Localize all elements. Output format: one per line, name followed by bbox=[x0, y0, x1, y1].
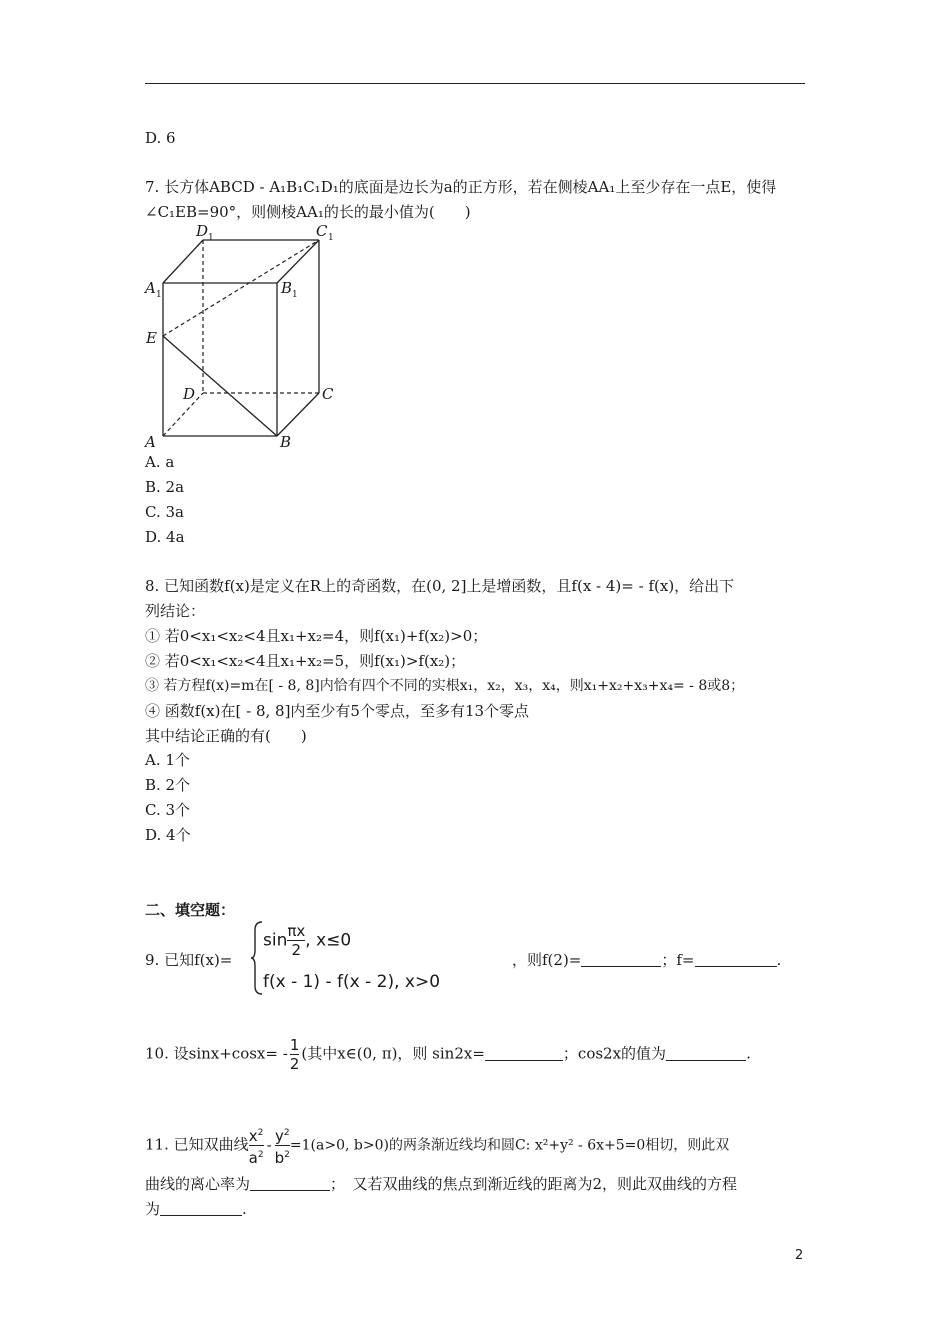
label-A1-sub: 1 bbox=[156, 290, 162, 300]
q10-fraction: $\frac{1}{2}$ bbox=[289, 1036, 300, 1073]
q7-line2: ∠C₁EB=90°，则侧棱AA₁的长的最小值为( ) bbox=[145, 203, 471, 221]
label-A1: A bbox=[145, 279, 156, 297]
q8-line2: 列结论： bbox=[145, 602, 206, 620]
label-D1: D bbox=[196, 222, 209, 240]
q9-case-1: sin $\frac{\pi x}{2}$ , x≤0 bbox=[263, 922, 352, 959]
q8-conclusion-2: ② 若0<x₁<x₂<4且x₁+x₂=5，则f(x₁)>f(x₂)； bbox=[145, 652, 466, 670]
q11-line3: 为 . bbox=[145, 1200, 247, 1218]
q9-case-1-fraction: $\frac{\pi x}{2}$ bbox=[287, 922, 306, 959]
label-B1: B bbox=[281, 279, 293, 297]
label-B1-sub: 1 bbox=[292, 290, 298, 300]
q7-option-d: D. 4a bbox=[145, 528, 185, 546]
label-E: E bbox=[146, 329, 157, 347]
q6-option-d: D. 6 bbox=[145, 129, 176, 147]
label-D: D bbox=[183, 385, 196, 403]
q9-blank-f2[interactable] bbox=[581, 952, 661, 967]
section-2-title: 二、填空题： bbox=[145, 901, 236, 919]
label-C: C bbox=[322, 385, 334, 403]
label-A: A bbox=[145, 433, 156, 451]
q7-option-c: C. 3a bbox=[145, 503, 184, 521]
label-D1-sub: 1 bbox=[208, 233, 214, 243]
label-C1-sub: 1 bbox=[328, 233, 334, 243]
q11-blank-eccentricity[interactable] bbox=[250, 1176, 330, 1191]
label-B: B bbox=[280, 433, 292, 451]
page-number: 2 bbox=[795, 1248, 804, 1263]
q9-brace bbox=[250, 920, 264, 996]
q7-option-b: B. 2a bbox=[145, 478, 185, 496]
q8-option-c: C. 3个 bbox=[145, 801, 191, 819]
q11-fraction-x: $\frac{x^2}{a^2}$ bbox=[248, 1127, 264, 1167]
q9-blank-f[interactable] bbox=[695, 952, 777, 967]
cuboid-figure bbox=[140, 218, 345, 453]
q11-blank-equation[interactable] bbox=[160, 1201, 242, 1216]
q8-option-b: B. 2个 bbox=[145, 776, 191, 794]
q8-stem: 其中结论正确的有( ) bbox=[145, 727, 307, 745]
q9-prefix: 9. 已知f(x)= bbox=[145, 951, 233, 969]
q8-conclusion-1: ① 若0<x₁<x₂<4且x₁+x₂=4，则f(x₁)+f(x₂)>0； bbox=[145, 627, 488, 645]
q11-line2: 曲线的离心率为 ； 又若双曲线的焦点到渐近线的距离为2，则此双曲线的方程 bbox=[145, 1175, 738, 1193]
q9-case-2: f(x - 1) - f(x - 2), x>0 bbox=[263, 972, 441, 992]
header-rule bbox=[145, 83, 805, 84]
q11-fraction-y: $\frac{y^2}{b^2}$ bbox=[274, 1127, 290, 1167]
label-C1: C bbox=[316, 222, 328, 240]
q8-conclusion-3: ③ 若方程f(x)=m在[ - 8, 8]内恰有四个不同的实根x₁，x₂，x₃，x₄，则x₁+x₂+x₃+x₄= - 8或8； bbox=[145, 678, 745, 694]
q7-option-a: A. a bbox=[145, 453, 175, 471]
q8-line1: 8. 已知函数f(x)是定义在R上的奇函数，在(0, 2]上是增函数，且f(x - 4)= - f(x)，给出下 bbox=[145, 577, 735, 595]
q8-conclusion-4: ④ 函数f(x)在[ - 8, 8]内至少有5个零点，至多有13个零点 bbox=[145, 702, 530, 720]
q8-option-d: D. 4个 bbox=[145, 826, 191, 844]
q9-answer: ，则f(2)= ；f= . bbox=[512, 951, 782, 969]
q10: 10. 设sinx+cosx= - $\frac{1}{2}$ (其中x∈(0, π)，则 sin2x= ；cos2x的值为 . bbox=[145, 1036, 751, 1073]
q10-blank-sin2x[interactable] bbox=[485, 1046, 563, 1061]
q11-line1: 11. 已知双曲线 $\frac{x^2}{a^2}$ - $\frac{y^2}{b^2}$ =1(a>0, b>0)的两条渐近线均和圆C: x²+y² - 6x+5=0相切，则此双 bbox=[145, 1124, 729, 1167]
q10-blank-cos2x[interactable] bbox=[666, 1046, 746, 1061]
q7-line1: 7. 长方体ABCD - A₁B₁C₁D₁的底面是边长为a的正方形，若在侧棱AA₁上至少存在一点E，使得 bbox=[145, 178, 777, 196]
q8-option-a: A. 1个 bbox=[145, 751, 190, 769]
